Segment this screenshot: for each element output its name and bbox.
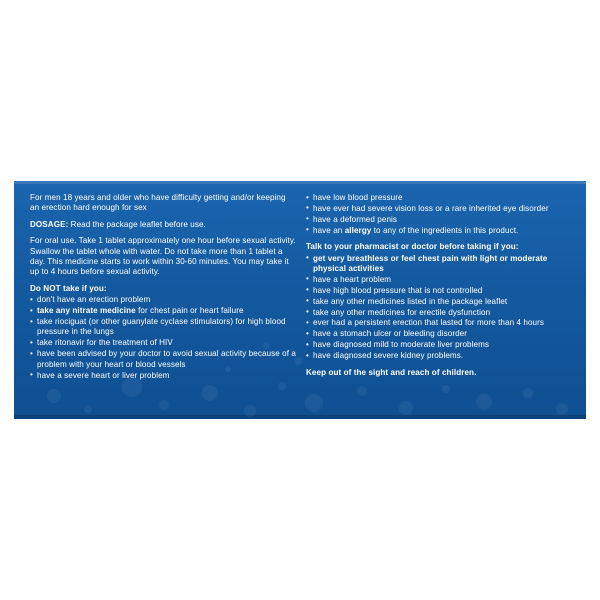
list-item	[30, 371, 296, 381]
list-item-bold: allergy	[344, 225, 372, 235]
list-item	[30, 295, 296, 305]
do-not-take-list	[30, 295, 296, 381]
list-item-text: don't have an erection problem	[37, 295, 151, 305]
list-item	[306, 318, 572, 328]
list-item-text: to any of the ingredients in this product.	[371, 225, 519, 235]
list-item	[306, 340, 572, 350]
leaflet-columns	[14, 181, 586, 419]
list-item	[306, 226, 572, 236]
list-item	[30, 306, 296, 316]
left-column	[30, 193, 306, 419]
list-item-text: have a heart problem	[313, 274, 392, 284]
list-item-pre: have an	[313, 225, 345, 235]
list-item-text: have a severe heart or liver problem	[37, 370, 170, 380]
list-item-text: for chest pain or heart failure	[135, 306, 244, 316]
list-item	[306, 297, 572, 307]
list-item-text: take riociguat (or other guanylate cyclase stimulators) for high blood pressure in the lungs	[37, 317, 286, 337]
talk-to-pharmacist-heading: Talk to your pharmacist or doctor before taking if you:	[306, 242, 519, 252]
right-column	[306, 193, 572, 419]
list-item-text: have diagnosed severe kidney problems.	[313, 351, 464, 361]
do-not-take-heading: Do NOT take if you:	[30, 283, 107, 293]
list-item-bold: take any nitrate medicine	[37, 306, 136, 316]
list-item-text: have a stomach ulcer or bleeding disorder	[313, 329, 468, 339]
list-item	[306, 204, 572, 214]
list-item-text: ever had a persistent erection that lasted for more than 4 hours	[313, 318, 545, 328]
medicine-package-panel	[14, 181, 586, 419]
list-item	[306, 254, 572, 275]
list-item-text: have a deformed penis	[313, 214, 398, 224]
list-item-text: have ever had severe vision loss or a rare inherited eye disorder	[313, 203, 549, 213]
list-item-text: have low blood pressure	[313, 193, 403, 202]
list-item-text: have been advised by your doctor to avoid sexual activity because of a problem with your heart or blood vessels	[37, 349, 296, 369]
list-item-text: have diagnosed mild to moderate liver problems	[313, 340, 490, 350]
list-item	[306, 193, 572, 203]
list-item-bold: get very breathless or feel chest pain with light or moderate physical activities	[313, 253, 548, 273]
list-item	[306, 351, 572, 361]
dosage-lead: Read the package leaflet before use.	[68, 219, 206, 229]
list-item-text: take ritonavir for the treatment of HIV	[37, 338, 173, 348]
talk-to-pharmacist-list	[306, 254, 572, 362]
list-item	[306, 329, 572, 339]
list-item	[306, 275, 572, 285]
list-item	[306, 286, 572, 296]
list-item	[306, 215, 572, 225]
keep-out-of-reach-warning: Keep out of the sight and reach of children.	[306, 367, 477, 377]
list-item	[30, 317, 296, 338]
list-item	[30, 349, 296, 370]
list-item	[30, 338, 296, 348]
list-item	[306, 308, 572, 318]
list-item-text: have high blood pressure that is not controlled	[313, 285, 483, 295]
intro-paragraph: For men 18 years and older who have difficulty getting and/or keeping an erection hard enough for sex	[30, 193, 286, 213]
list-item-text: take any other medicines listed in the package leaflet	[313, 296, 508, 306]
contraindications-continued-list	[306, 193, 572, 236]
dosage-label: DOSAGE:	[30, 219, 69, 229]
list-item-text: take any other medicines for erectile dysfunction	[313, 307, 491, 317]
dosage-body: For oral use. Take 1 tablet approximately one hour before sexual activity. Swallow the tablet whole with water. Do not take more than 1 tablet a day. This medicine starts to work within 30-60 minutes. You may take it up to 4 hours before sexual activity.	[30, 236, 296, 277]
dosage-paragraph	[30, 220, 296, 230]
